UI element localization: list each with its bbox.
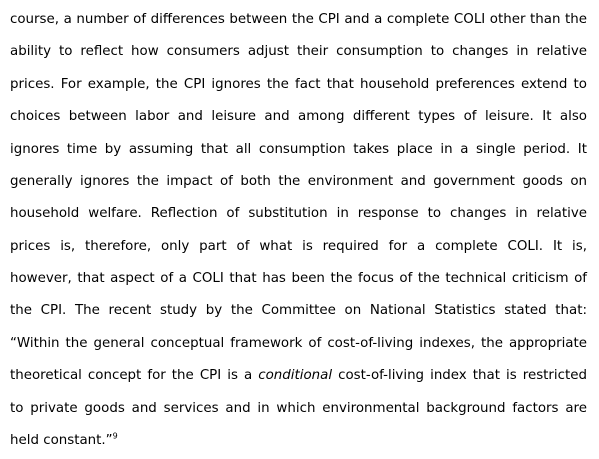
text-line-14 [10,432,587,449]
text-line-14-text: held constant.” [10,433,113,448]
text-line-8: prices is, therefore, only part of what is required for a complete COLI. It is, [10,239,587,254]
text-line-3: prices. For example, the CPI ignores the fact that household preferences extend to [10,77,587,92]
text-line-10: the CPI. The recent study by the Committee on National Statistics stated that: [10,303,587,318]
text-line-2: ability to reflect how consumers adjust their consumption to changes in relative [10,44,587,59]
text-line-5: ignores time by assuming that all consumption takes place in a single period. It [10,142,587,157]
footnote-marker[interactable]: 9 [112,431,118,441]
text-line-12-italic: conditional [258,368,333,383]
text-line-11: “Within the general conceptual framework of cost-of-living indexes, the appropriate [10,336,587,351]
text-line-9: however, that aspect of a COLI that has been the focus of the technical criticism of [10,271,587,286]
text-line-1: course, a number of differences between the CPI and a complete COLI other than the [10,12,587,27]
text-line-12 [10,367,587,384]
text-line-12-after: cost-of-living index that is restricted [332,368,588,383]
text-line-7: household welfare. Reflection of substitution in response to changes in relative [10,206,587,221]
text-line-6: generally ignores the impact of both the environment and government goods on [10,174,587,189]
text-line-12-before: theoretical concept for the CPI is a [10,368,259,383]
text-line-13: to private goods and services and in which environmental background factors are [10,401,587,416]
text-line-4: choices between labor and leisure and among different types of leisure. It also [10,109,587,124]
